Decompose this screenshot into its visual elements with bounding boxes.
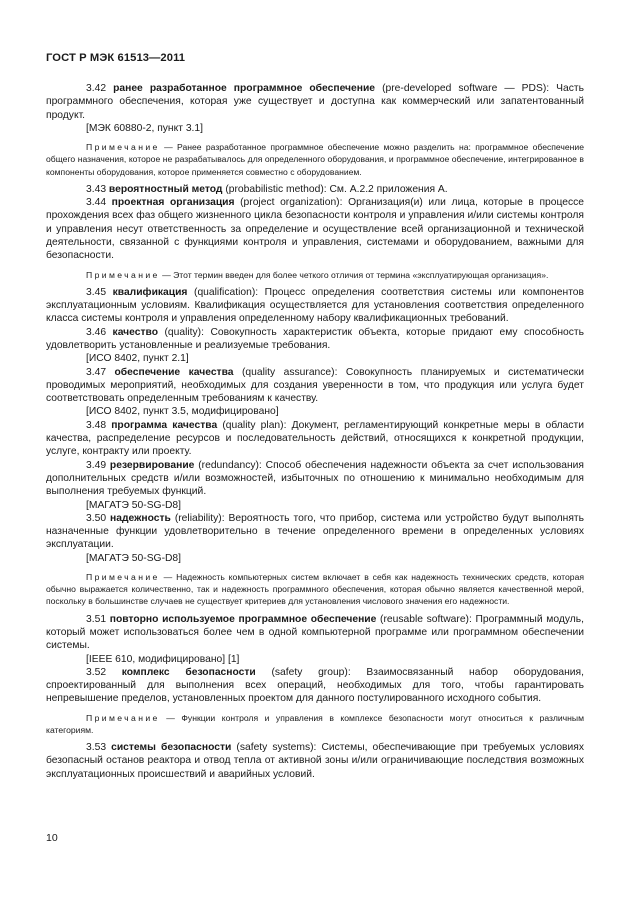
term-definition: (probabilistic method): См. А.2.2 приложения А. (222, 183, 448, 195)
term-3-50 (46, 512, 584, 552)
term-number: 3.46 (86, 326, 113, 338)
term-3-49 (46, 459, 584, 499)
term-3-52 (46, 666, 584, 706)
term-definition: (project organization): Организация(и) или лица, которые в процессе прохождения всех фаз общего жизненного цикла безопасности контроля и управления и/или системы контроля и управления несут ответственность за определение и осуществление всей организационной и технической деятельности, связанной с функциями контроля и управления, системами и оборудованием, важными для безопасности. (46, 197, 585, 262)
note-text: — Ранее разработанное программное обеспечение можно разделить на: программное обеспечение общего назначения, которое не разрабатывалось для определенного оборудования, и программное обеспечение, интегрированное в компоненты оборудования, которое применяется совместно с оборудованием. (46, 142, 584, 177)
page-number: 10 (46, 832, 58, 844)
note-label: Примечание (86, 269, 160, 280)
term-number: 3.50 (86, 512, 110, 524)
term-definition: (safety group): Взаимосвязанный набор оборудования, спроектированный для выполнения всех операций, необходимых для того, чтобы гарантировать непревышение пределов, установленных проектом для данного постулированного исходного события. (46, 666, 584, 705)
term-title: системы безопасности (111, 742, 232, 754)
term-number: 3.49 (86, 459, 110, 471)
term-number: 3.45 (86, 286, 113, 298)
term-title: проектная организация (111, 197, 235, 209)
term-number: 3.52 (86, 666, 122, 678)
term-number: 3.42 (86, 83, 114, 94)
term-number: 3.53 (86, 742, 112, 754)
note-text: — Надежность компьютерных систем включает в себя как надежность технических средств, которая обычно выражается количественно, так и надежность программного обеспечения, которая обычно является качественной мерой, поскольку в большинстве случаев не существует критериев для установления числового значения его надежности. (46, 572, 584, 607)
term-number: 3.51 (86, 613, 110, 625)
term-title: резервирование (109, 459, 195, 471)
note (46, 571, 584, 608)
term-title: обеспечение качества (114, 366, 234, 378)
term-3-48 (46, 419, 584, 459)
term-3-51 (46, 613, 584, 653)
term-3-53 (46, 741, 584, 781)
term-number: 3.44 (86, 197, 112, 209)
note-text: — Этот термин введен для более четкого отличия от термина «эксплуатирующая организация». (159, 269, 549, 280)
term-reference: [МЭК 60880-2, пункт 3.1] (86, 122, 203, 134)
term-reference: [МАГАТЭ 50-SG-D8] (86, 552, 182, 564)
term-title: качество (112, 326, 158, 338)
term-definition: (quality assurance): Совокупность планируемых и систематически проводимых мероприятий, необходимых для создания уверенности в том, что продукция или услуга будет соответствовать определенным требованиям к качеству. (46, 366, 584, 405)
term-3-44 (46, 196, 584, 262)
term-reference: [ИСО 8402, пункт 2.1] (86, 353, 189, 365)
term-number: 3.48 (86, 419, 112, 431)
note-label: Примечание (86, 142, 160, 153)
term-3-43 (46, 183, 584, 196)
term-3-47 (46, 366, 584, 406)
term-title: комплекс безопасности (121, 666, 256, 678)
note (46, 712, 584, 736)
note-label: Примечание (86, 572, 160, 583)
term-definition: (safety systems): Системы, обеспечивающие при требуемых условиях безопасный останов реактора и отвод тепла от активной зоны и/или ограничивающие последствия возможных эксплуатационных происшествий и аварийных условий. (46, 742, 584, 780)
term-3-46 (46, 326, 584, 353)
term-title: повторно используемое программное обеспечение (109, 613, 377, 625)
term-definition: (reliability): Вероятность того, что прибор, система или устройство будут выполнять назначенные функции удовлетворительно в течение определенного времени в определенных условиях эксплуатации. (46, 512, 584, 551)
note (46, 269, 584, 281)
term-definition: (pre-developed software — PDS): Часть программного обеспечения, которая уже существует и доступна как коммерческий или запатентованный продукт. (46, 83, 585, 121)
document-header: ГОСТ Р МЭК 61513—2011 (46, 52, 186, 64)
term-definition: (qualification): Процесс определения соответствия системы или компонентов эксплуатационным условиям. Квалификация осуществляется для установления соответствия определенного класса системы контроля и управления определенному набору квалификационных требований. (46, 286, 584, 325)
term-title: программа качества (111, 419, 218, 431)
term-3-45 (46, 286, 584, 326)
term-reference: [IEEE 610, модифицировано] [1] (86, 653, 240, 665)
term-number: 3.47 (86, 366, 115, 378)
note (46, 141, 584, 178)
note-label: Примечание (86, 712, 160, 723)
note-text: — Функции контроля и управления в комплексе безопасности могут относиться к различным категориям. (46, 712, 584, 735)
term-title: ранее разработанное программное обеспечение (113, 83, 376, 94)
term-number: 3.43 (86, 183, 109, 195)
term-definition: (quality plan): Документ, регламентирующий конкретные меры в области качества, распределение ресурсов и последовательность действий, относящихся к конкретной продукции, услуге, контракту или проекту. (46, 419, 584, 458)
term-title: надежность (110, 512, 171, 524)
term-definition: (quality): Совокупность характеристик объекта, которые придают ему способность удовлетворить установленные и реализуемые требования. (46, 326, 585, 351)
term-reference: [ИСО 8402, пункт 3.5, модифицировано] (86, 406, 279, 418)
document-body (46, 82, 584, 781)
term-definition: (reusable software): Программный модуль, который может использоваться более чем в одной компьютерной программе или программном обеспечении системы. (46, 613, 584, 652)
term-definition: (redundancy): Способ обеспечения надежности объекта за счет использования дополнительных средств и/или возможностей, избыточных по отношению к минимально необходимым для выполнения требуемых функций. (46, 459, 585, 498)
term-reference: [МАГАТЭ 50-SG-D8] (86, 499, 182, 511)
term-title: вероятностный метод (108, 183, 223, 195)
term-title: квалификация (112, 286, 188, 298)
term-3-42 (46, 82, 584, 122)
